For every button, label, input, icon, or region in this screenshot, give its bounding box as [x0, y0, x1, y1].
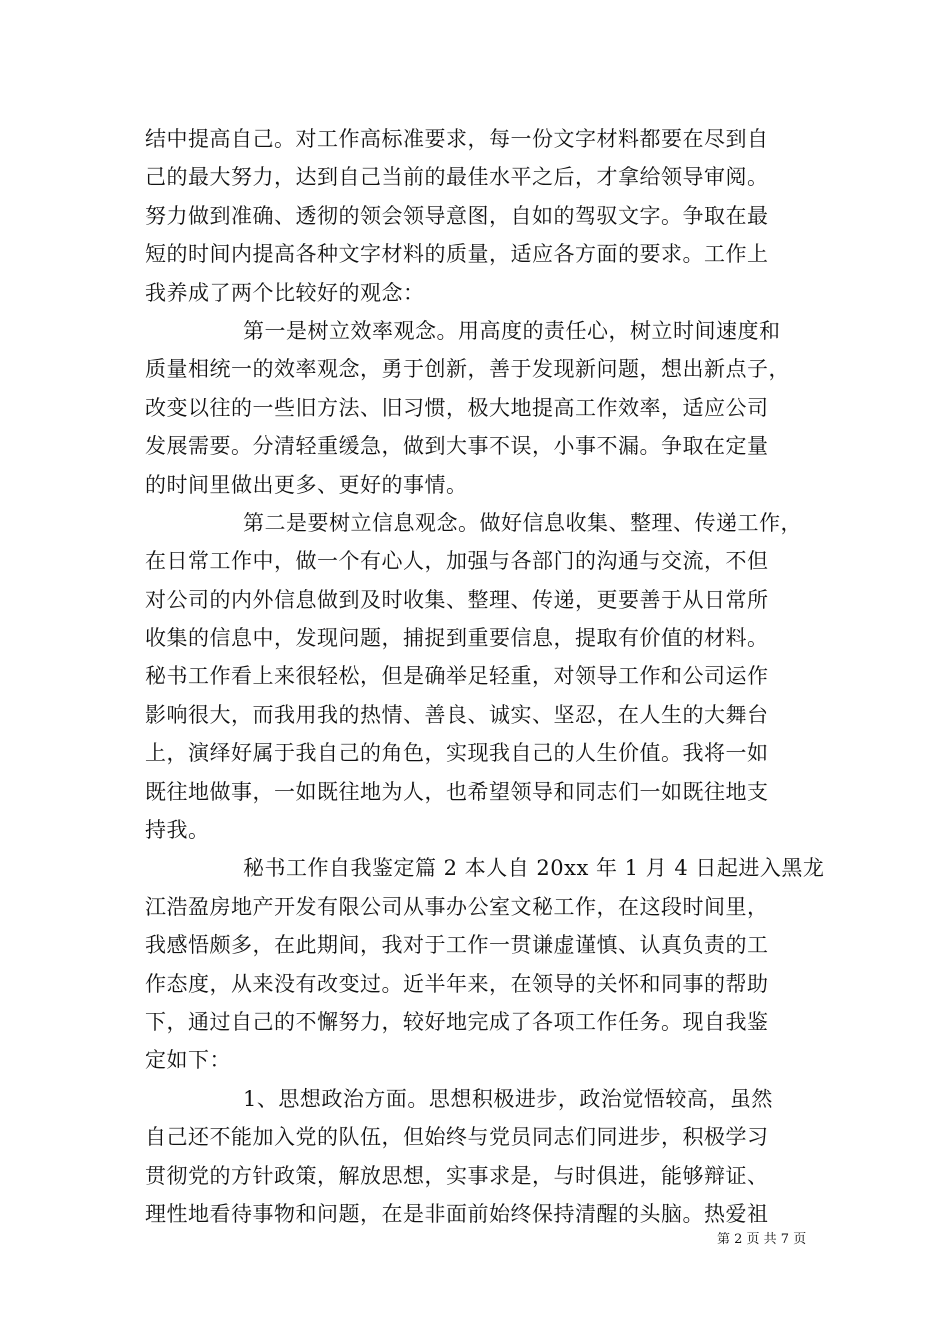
- text-line-1: 结中提高自己。对工作高标准要求，每一份文字材料都要在尽到自: [145, 127, 769, 151]
- text-line-2: 己的最大努力，达到自己当前的最佳水平之后，才拿给领导审阅。: [145, 165, 769, 190]
- text-line-7: 质量相统一的效率观念，勇于创新，善于发现新问题，想出新点子，: [145, 357, 790, 382]
- paragraph-start-efficiency: 第一是树立效率观念。用高度的责任心，树立时间速度和: [243, 318, 781, 343]
- text-line-16: 影响很大，而我用我的热情、善良、诚实、坚忍，在人生的大舞台: [145, 702, 769, 727]
- text-line-9: 发展需要。分清轻重缓急，做到大事不误，小事不漏。争取在定量: [145, 434, 769, 459]
- paragraph-start-political: 1、思想政治方面。思想积极进步，政治觉悟较高，虽然: [243, 1086, 773, 1111]
- text-line-19: 持我。: [145, 818, 210, 843]
- text-line-23: 作态度，从来没有改变过。近半年来，在领导的关怀和同事的帮助: [145, 971, 769, 996]
- document-body: [145, 120, 825, 1233]
- text-line-12: 在日常工作中，做一个有心人，加强与各部门的沟通与交流，不但: [145, 549, 769, 574]
- text-line-27: 自己还不能加入党的队伍，但始终与党员同志们同进步，积极学习: [145, 1125, 769, 1150]
- text-line-14: 收集的信息中，发现问题，捕捉到重要信息，提取有价值的材料。: [145, 626, 769, 651]
- text-line-4: 短的时间内提高各种文字材料的质量，适应各方面的要求。工作上: [145, 242, 769, 267]
- text-line-24: 下，通过自己的不懈努力，较好地完成了各项工作任务。现自我鉴: [145, 1009, 769, 1034]
- text-line-17: 上，演绎好属于我自己的角色，实现我自己的人生价值。我将一如: [145, 741, 769, 766]
- paragraph-start-information: 第二是要树立信息观念。做好信息收集、整理、传递工作，: [243, 510, 802, 535]
- text-line-28: 贯彻党的方针政策，解放思想，实事求是，与时俱进，能够辩证、: [145, 1163, 769, 1188]
- paragraph-start-self-assessment: 秘书工作自我鉴定篇 2 本人自 20xx 年 1 月 4 日起进入黑龙: [243, 856, 825, 881]
- text-line-10: 的时间里做出更多、更好的事情。: [145, 472, 468, 497]
- text-line-22: 我感悟颇多，在此期间，我对于工作一贯谦虚谨慎、认真负责的工: [145, 933, 769, 958]
- text-line-8: 改变以往的一些旧方法、旧习惯，极大地提高工作效率，适应公司: [145, 395, 769, 420]
- text-line-15: 秘书工作看上来很轻松，但是确举足轻重，对领导工作和公司运作: [145, 664, 769, 689]
- text-line-3: 努力做到准确、透彻的领会领导意图，自如的驾驭文字。争取在最: [145, 203, 769, 228]
- text-line-18: 既往地做事，一如既往地为人，也希望领导和同志们一如既往地支: [145, 779, 769, 804]
- text-line-13: 对公司的内外信息做到及时收集、整理、传递，更要善于从日常所: [145, 587, 769, 612]
- text-line-5: 我养成了两个比较好的观念：: [145, 280, 425, 305]
- text-line-29: 理性地看待事物和问题，在是非面前始终保持清醒的头脑。热爱祖: [145, 1201, 769, 1226]
- page-number-footer: 第 2 页 共 7 页: [717, 1232, 807, 1247]
- text-line-21: 江浩盈房地产开发有限公司从事办公室文秘工作，在这段时间里，: [145, 894, 769, 919]
- text-line-25: 定如下：: [145, 1048, 231, 1073]
